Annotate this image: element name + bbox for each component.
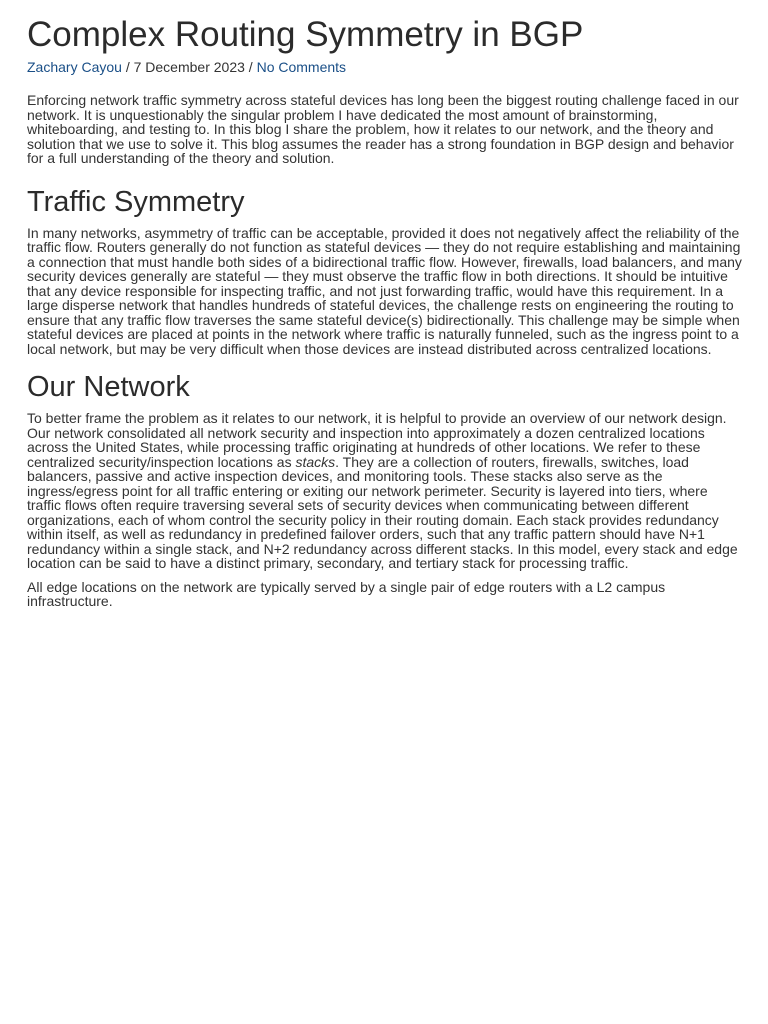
edge-locations-paragraph: All edge locations on the network are typically served by a single pair of edge routers with a L2 campus infrastructure. — [27, 578, 666, 609]
article-title: Complex Routing Symmetry in BGP — [27, 15, 584, 54]
traffic-symmetry-paragraph: In many networks, asymmetry of traffic can be acceptable, provided it does not negatively affect the reliability of the traffic flow. Routers generally do not function as stateful devices — they do not require establishing and maintaining a connection that must handle both sides of a bidirectional traffic flow. However, firewalls, load balancers, and many security devices generally are stateful — they must observe the traffic flow in both directions. It should be intuitive that any device responsible for inspecting traffic, and not just forwarding traffic, would have this requirement. In a large disperse network that handles hundreds of stateful devices, the challenge rests on engineering the routing to ensure that any traffic flow traverses the same stateful device(s) bidirectionally. This challenge may be simple when stateful devices are placed at points in the network where traffic is naturally funneled, such as the ingress point to a local network, but may be very difficult when those devices are instead distributed across centralized locations. — [27, 224, 742, 357]
comments-link[interactable]: No Comments — [256, 59, 347, 75]
our-network-text-before: To better frame the problem as it relates to our network, it is helpful to provide an overview of our network design. Our network consolidated all network security and inspection into approximately a dozen centralized locations across the United States, while processing traffic originating at hundreds of other locations. We refer to these centralized security/inspection locations as — [27, 410, 727, 470]
author-link[interactable]: Zachary Cayou — [27, 59, 122, 75]
meta-separator: / — [121, 59, 134, 75]
stacks-emphasis: stacks — [295, 453, 336, 470]
meta-separator: / — [244, 59, 257, 75]
post-date: 7 December 2023 — [133, 59, 245, 75]
our-network-paragraph — [27, 411, 742, 571]
section-heading-traffic-symmetry: Traffic Symmetry — [27, 185, 245, 218]
our-network-text-after: . They are a collection of routers, firewalls, switches, load balancers, passive and active inspection devices, and monitoring tools. These stacks also serve as the ingress/egress point for all traffic entering or exiting our network perimeter. Security is layered into tiers, where traffic flows often require traversing several sets of security devices when communicating between different organizations, each of whom control the security policy in their routing domain. Each stack provides redundancy within itself, as well as redundancy in predefined failover orders, such that any traffic pattern should have N+1 redundancy within a single stack, and N+2 redundancy across different stacks. In this model, every stack and edge location can be said to have a distinct primary, secondary, and tertiary stack for processing traffic. — [27, 453, 738, 571]
intro-paragraph: Enforcing network traffic symmetry across stateful devices has long been the biggest routing challenge faced in our network. It is unquestionably the singular problem I have dedicated the most amount of brainstorming, whiteboarding, and testing to. In this blog I share the problem, how it relates to our network, and the theory and solution that we use to solve it. This blog assumes the reader has a strong foundation in BGP design and behavior for a full understanding of the theory and solution. — [27, 92, 739, 166]
section-heading-our-network: Our Network — [27, 371, 190, 403]
article-meta — [27, 58, 742, 76]
